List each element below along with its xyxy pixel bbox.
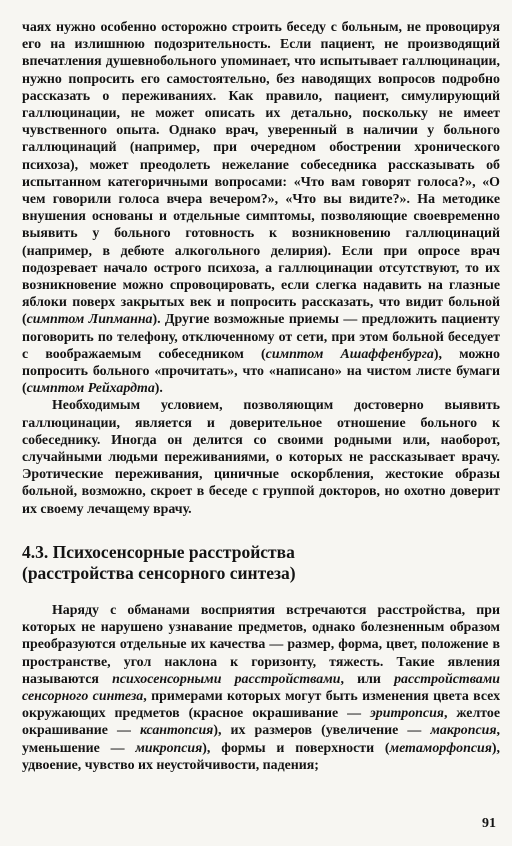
text-run: ), удвоение, чувство их неустойчивости, падения;: [22, 740, 500, 773]
term-psychosensory: психосенсорными расстройствами: [112, 671, 341, 687]
text-run: , примерами которых могут быть изменения цвета всех окружающих предметов (красное окрашивание —: [22, 688, 501, 722]
text-run: , желтое окрашивание —: [22, 706, 501, 739]
paragraph-hallucination-detection: [22, 19, 500, 397]
paragraph-psychosensory-disorders: [22, 602, 500, 774]
text-run: ).: [154, 381, 163, 397]
term-xanthopsia: ксантопсия: [140, 723, 214, 739]
text-run: ). Другие возможные приемы — предложить пациенту поговорить по телефону, отключенному от сети, при этом больной беседует с воображаемым собеседником (: [22, 312, 501, 362]
text-run: ), их размеров (увеличение —: [213, 723, 431, 739]
text-run: чаях нужно особенно осторожно строить беседу с больным, не провоцируя его на излишнюю подозрительность. Если пациент, не производящий впечатления душевнобольного упоминает, что испытывает галлюцинации, нужно попросить его самостоятельно, без наводящих вопросов подробно рассказать о переживаниях. Как правило, пациент, симулирующий галлюцинации, не может описать их детально, поскольку не имеет чувственного опыта. Однако врач, уверенный в наличии у больного галлюцинаций (например, при очередном обострении хронического психоза), может преодолеть нежелание собеседника рассказывать об испытанном категоричными вопросами: «Что вам говорят голоса?», «О чем говорили голоса вчера вечером?», «Что вы видите?». На методике внушения основаны и отдельные симптомы, позволяющие своевременно выявить у больного готовность к возникновению галлюцинаций (например, в дебюте алкогольного делирия). Если при опросе врач подозревает начало острого психоза, а галлюцинации отсутствуют, то их возникновение можно спровоцировать, если слегка надавить на глазные яблоки поверх закрытых век и попросить рассказать, что видит больной (: [22, 20, 500, 328]
paragraph-trust-condition: Необходимым условием, позволяющим достоверно выявить галлюцинации, является и доверительное отношение больного к собеседнику. Иногда он делится со своими родными или, наоборот, случайными людьми переживаниями, о которых не рассказывает врачу. Эротические переживания, циничные оскорбления, жестокие образы больной, возможно, скроет в беседе с группой докторов, но охотно доверит их своему лечащему врачу.: [22, 398, 500, 517]
term-reichardt-symptom: симптом Рейхардта: [26, 381, 155, 397]
text-run: ), формы и поверхности (: [202, 740, 390, 756]
section-heading-line1: 4.3. Психосенсорные расстройства: [22, 541, 295, 562]
text-run: , уменьшение —: [22, 723, 501, 756]
term-sensory-synthesis: расстройствами сенсорного синтеза: [22, 671, 500, 704]
section-heading: [22, 542, 500, 584]
term-metamorphopsia: метаморфопсия: [389, 740, 492, 756]
term-aschaffenburg-symptom: симптом Ашаффенбурга: [265, 346, 434, 362]
text-run: Наряду с обманами восприятия встречаются расстройства, при которых не нарушено узнавание предметов, однако болезненным образом преобразуются отдельные их качества — размер, форма, цвет, положение в пространстве, угол наклона к горизонту, тяжесть. Такие явления называются: [22, 602, 500, 687]
term-erythropsia: эритропсия: [370, 706, 444, 722]
section-heading-line2: (расстройства сенсорного синтеза): [22, 562, 296, 583]
page-number: 91: [482, 816, 496, 831]
text-run: , или: [340, 671, 395, 687]
term-lipmann-symptom: симптом Липманна: [26, 312, 153, 328]
text-run: ), можно попросить больного «прочитать», что «написано» на чистом листе бумаги (: [22, 346, 500, 397]
term-micropsia: микропсия: [135, 740, 203, 756]
term-macropsia: макропсия: [430, 723, 497, 739]
